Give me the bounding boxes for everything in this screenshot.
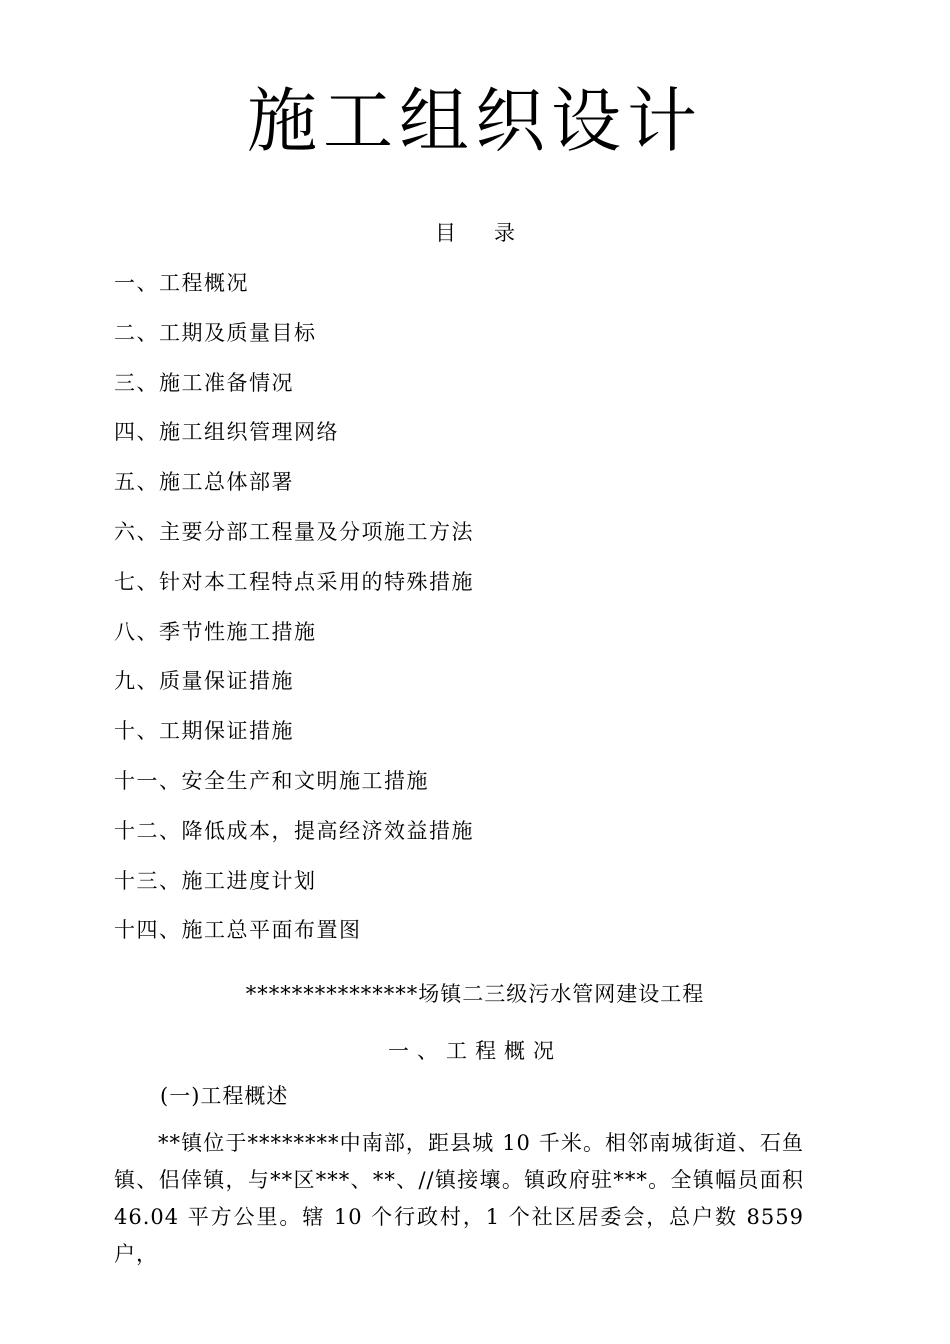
toc-item: 四、施工组织管理网络 [114, 420, 339, 445]
toc-item: 三、施工准备情况 [114, 370, 294, 395]
subsection-title: (一)工程概述 [160, 1084, 289, 1108]
toc-item: 八、季节性施工措施 [114, 619, 317, 644]
toc-item: 七、针对本工程特点采用的特殊措施 [114, 569, 474, 594]
toc-item: 二、工期及质量目标 [114, 320, 317, 345]
toc-item: 五、施工总体部署 [114, 470, 294, 495]
project-title: ***************场镇二三级污水管网建设工程 [245, 982, 705, 1006]
toc-item: 六、主要分部工程量及分项施工方法 [114, 519, 474, 544]
toc-item: 十二、降低成本，提高经济效益措施 [114, 818, 474, 843]
body-paragraph: **镇位于********中南部，距县城 10 千米。相邻南城街道、石鱼镇、侣倖镇，与**区***、**、//镇接壤。镇政府驻***。全镇幅员面积 46.04 平方公里。辖 10 个行政村，1 个社区居委会，总户数 8559 户， [114, 1131, 804, 1266]
toc-heading [0, 218, 950, 248]
toc-item: 十一、安全生产和文明施工措施 [114, 768, 429, 793]
toc-heading-left: 目 [435, 221, 456, 245]
toc-item: 十三、施工进度计划 [114, 868, 317, 893]
section-title: 一、工程概况 [388, 1039, 562, 1063]
toc-item: 九、质量保证措施 [114, 669, 294, 694]
toc-heading-right: 录 [494, 221, 515, 245]
toc-item: 十、工期保证措施 [114, 719, 294, 744]
toc-list [114, 268, 474, 965]
document-title: 施工组织设计 [247, 80, 703, 162]
toc-item: 一、工程概况 [114, 271, 249, 295]
toc-item: 十四、施工总平面布置图 [114, 918, 362, 943]
